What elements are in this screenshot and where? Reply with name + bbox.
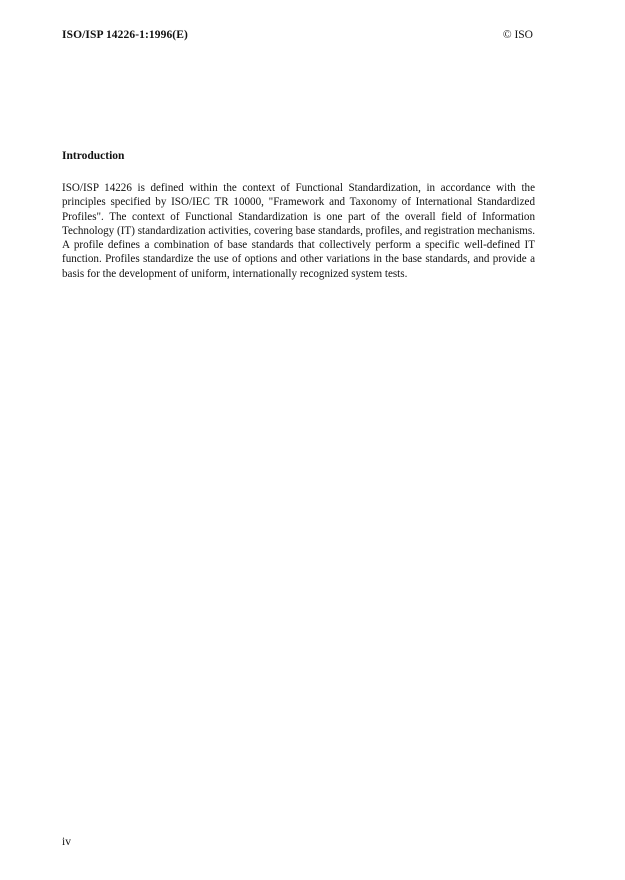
copyright-notice: © ISO <box>502 29 533 41</box>
page-number: iv <box>62 836 71 848</box>
introduction-paragraph: ISO/ISP 14226 is defined within the context of Functional Standardization, in accordance with the principles specified by ISO/IEC TR 10000, "Framework and Taxonomy of International Standardized Profiles". The context of Functional Standardization is one part of the overall field of Information Technology (IT) standardization activities, covering base standards, profiles, and registration mechanisms. A profile defines a combination of base standards that collectively perform a specific well-defined IT function. Profiles standardize the use of options and other variations in the base standards, and provide a basis for the development of uniform, internationally recognized system tests. <box>62 182 535 280</box>
section-heading: Introduction <box>62 150 125 162</box>
document-identifier: ISO/ISP 14226-1:1996(E) <box>62 29 188 41</box>
